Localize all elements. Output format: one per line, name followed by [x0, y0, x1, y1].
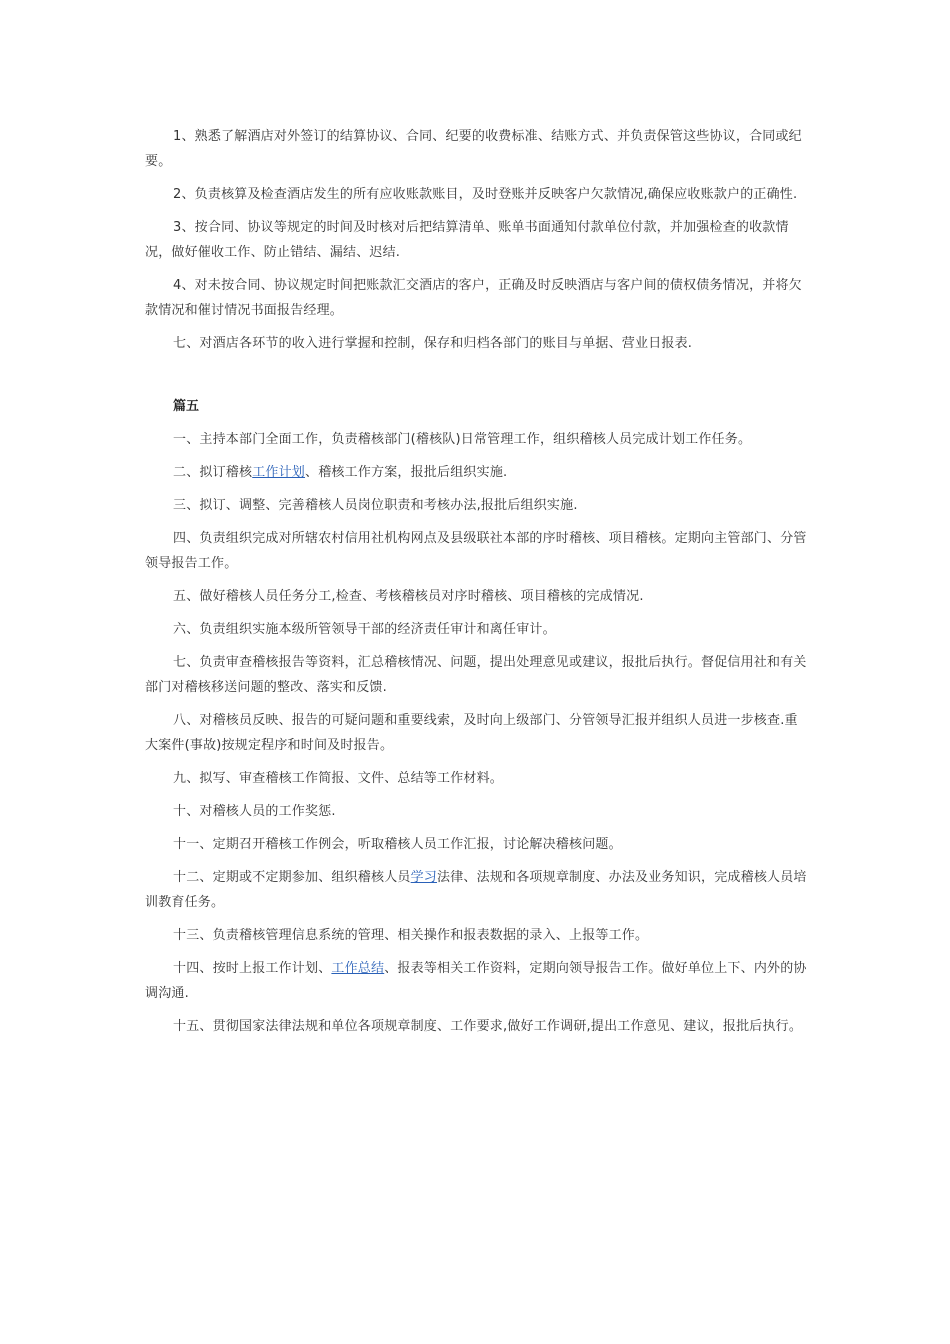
duty-4: 四、负责组织完成对所辖农村信用社机构网点及县级联社本部的序时稽核、项目稽核。定期向主管部门、分管领导报告工作。 — [145, 531, 807, 571]
duty-5: 五、做好稽核人员任务分工,检查、考核稽核员对序时稽核、项目稽核的完成情况. — [173, 589, 644, 604]
paragraph-item-4: 4、对未按合同、协议规定时间把账款汇交酒店的客户，正确及时反映酒店与客户间的债权债务情况，并将欠款情况和催讨情况书面报告经理。 — [145, 278, 802, 318]
duty-8: 八、对稽核员反映、报告的可疑问题和重要线索，及时向上级部门、分管领导汇报并组织人员进一步核查.重大案件(事故)按规定程序和时间及时报告。 — [145, 713, 798, 753]
work-summary-link[interactable]: 工作总结 — [331, 961, 385, 976]
paragraph-item-1: 1、熟悉了解酒店对外签订的结算协议、合同、纪要的收费标准、结账方式、并负责保管这些协议，合同或纪要。 — [145, 129, 802, 169]
duty-12-text-before: 十二、定期或不定期参加、组织稽核人员 — [173, 870, 411, 885]
study-link[interactable]: 学习 — [410, 870, 438, 885]
duty-14-text-before: 十四、按时上报工作计划、 — [173, 961, 332, 976]
duty-2-text-before: 二、拟订稽核 — [173, 465, 253, 480]
duty-7: 七、负责审查稽核报告等资料，汇总稽核情况、问题，提出处理意见或建议，报批后执行。督促信用社和有关部门对稽核移送问题的整改、落实和反馈. — [145, 655, 807, 695]
duty-2 — [145, 460, 809, 485]
duty-12-text-after: 法律、法规和各项规章制度、办法及业务知识，完成稽核人员培训教育任务。 — [145, 870, 807, 910]
duty-12 — [145, 865, 809, 915]
duty-2-text-after: 、稽核工作方案，报批后组织实施. — [305, 465, 508, 480]
duty-10: 十、对稽核人员的工作奖惩. — [173, 804, 336, 819]
section-title: 篇五 — [173, 399, 200, 414]
paragraph-item-seven: 七、对酒店各环节的收入进行掌握和控制，保存和归档各部门的账目与单据、营业日报表. — [173, 336, 693, 351]
section-spacer — [145, 364, 809, 394]
paragraph-item-2: 2、负责核算及检查酒店发生的所有应收账款账目，及时登账并反映客户欠款情况,确保应收账款户的正确性. — [173, 187, 798, 202]
duty-14-text-after: 、报表等相关工作资料，定期向领导报告工作。做好单位上下、内外的协调沟通. — [145, 961, 807, 1001]
duty-1: 一、主持本部门全面工作，负责稽核部门(稽核队)日常管理工作，组织稽核人员完成计划工作任务。 — [173, 432, 752, 447]
duty-3: 三、拟订、调整、完善稽核人员岗位职责和考核办法,报批后组织实施. — [173, 498, 578, 513]
duty-11: 十一、定期召开稽核工作例会，听取稽核人员工作汇报，讨论解决稽核问题。 — [173, 837, 622, 852]
work-plan-link[interactable]: 工作计划 — [252, 465, 306, 480]
paragraph-item-3: 3、按合同、协议等规定的时间及时核对后把结算清单、账单书面通知付款单位付款，并加强检查的收款情况，做好催收工作、防止错结、漏结、迟结. — [145, 220, 789, 260]
duty-15: 十五、贯彻国家法律法规和单位各项规章制度、工作要求,做好工作调研,提出工作意见、建议，报批后执行。 — [173, 1019, 803, 1034]
duty-6: 六、负责组织实施本级所管领导干部的经济责任审计和离任审计。 — [173, 622, 556, 637]
duty-13: 十三、负责稽核管理信息系统的管理、相关操作和报表数据的录入、上报等工作。 — [173, 928, 649, 943]
duty-14 — [145, 956, 809, 1006]
document-page — [145, 124, 809, 1047]
duty-9: 九、拟写、审查稽核工作简报、文件、总结等工作材料。 — [173, 771, 504, 786]
